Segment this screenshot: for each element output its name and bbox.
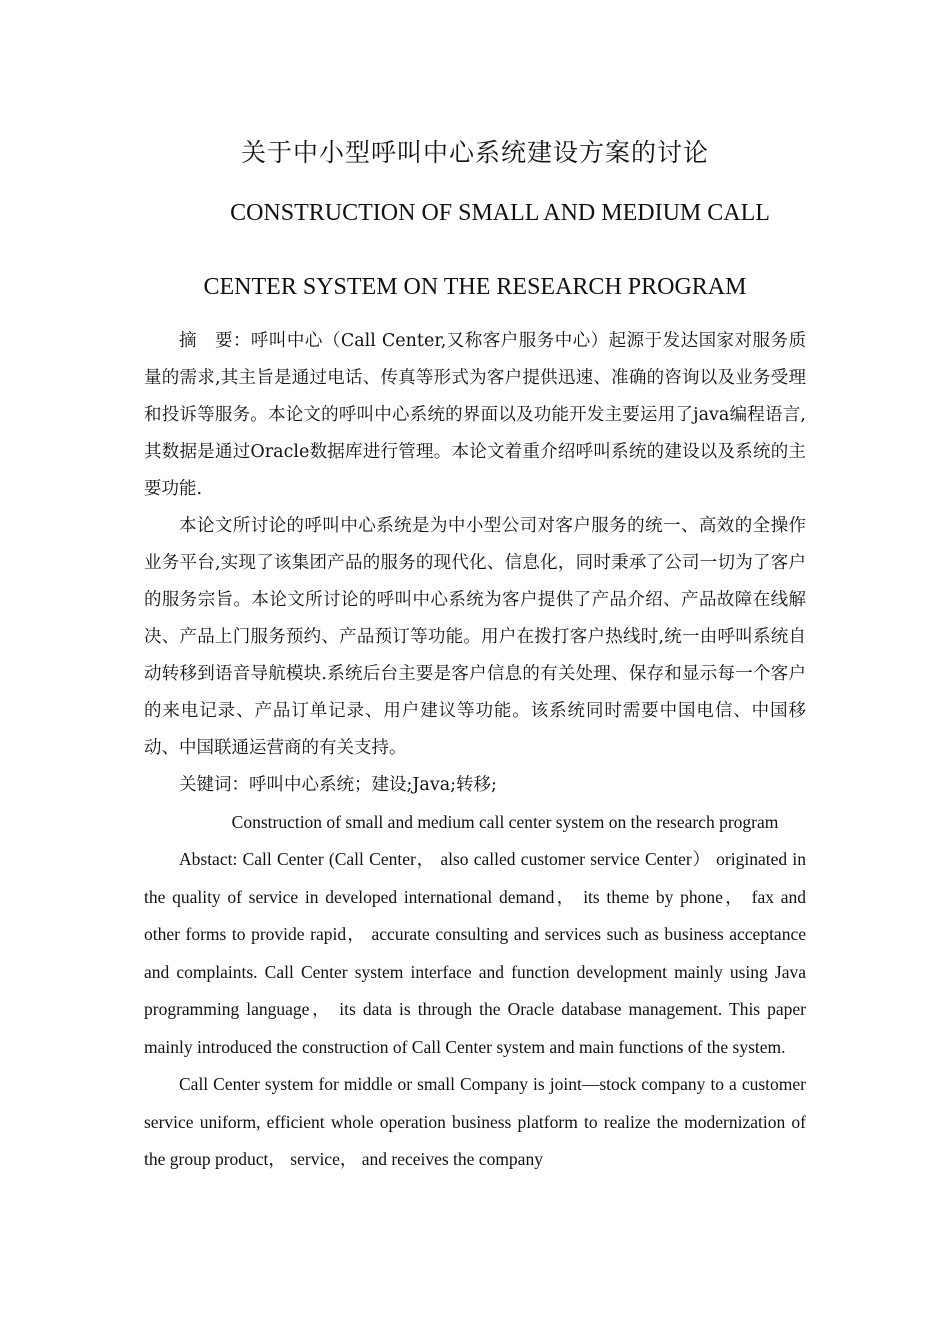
chinese-keywords: 关键词：呼叫中心系统；建设;Java;转移;: [179, 775, 497, 795]
chinese-title: 关于中小型呼叫中心系统建设方案的讨论: [240, 138, 709, 167]
english-title-line-1: CONSTRUCTION OF SMALL AND MEDIUM CALL: [230, 200, 770, 226]
english-abstract: Abstact: Call Center (Call Center， also called customer service Center） originated in the quality of service in developed international demand， its theme by phone， fax and other forms to provide rapid， accurate consulting and services such as business acceptance and complaints. Call Center system interface and function development mainly using Java programming language， its data is through the Oracle database management. This paper mainly introduced the construction of Call Center system and main functions of the system.: [144, 849, 806, 1057]
chinese-paragraph-2: 本论文所讨论的呼叫中心系统是为中小型公司对客户服务的统一、高效的全操作业务平台,实现了该集团产品的服务的现代化、信息化，同时秉承了公司一切为了客户的服务宗旨。本论文所讨论的呼叫中心系统为客户提供了产品介绍、产品故障在线解决、产品上门服务预约、产品预订等功能。用户在拨打客户热线时,统一由呼叫系统自动转移到语音导航模块.系统后台主要是客户信息的有关处理、保存和显示每一个客户的来电记录、产品订单记录、用户建议等功能。该系统同时需要中国电信、中国移动、中国联通运营商的有关支持。: [144, 516, 806, 758]
english-small-title: Construction of small and medium call center system on the research program: [231, 812, 779, 832]
english-body: [144, 804, 806, 1179]
chinese-body: [144, 323, 806, 804]
chinese-abstract: 摘 要：呼叫中心（Call Center,又称客户服务中心）起源于发达国家对服务质量的需求,其主旨是通过电话、传真等形式为客户提供迅速、准确的咨询以及业务受理和投诉等服务。本论文的呼叫中心系统的界面以及功能开发主要运用了java编程语言,其数据是通过Oracle数据库进行管理。本论文着重介绍呼叫系统的建设以及系统的主要功能.: [144, 331, 806, 499]
english-title-line-2: CENTER SYSTEM ON THE RESEARCH PROGRAM: [203, 274, 747, 300]
english-paragraph-2: Call Center system for middle or small Company is joint—stock company to a customer service uniform, efficient whole operation business platform to realize the modernization of the group product， service， and receives the company: [144, 1074, 806, 1169]
